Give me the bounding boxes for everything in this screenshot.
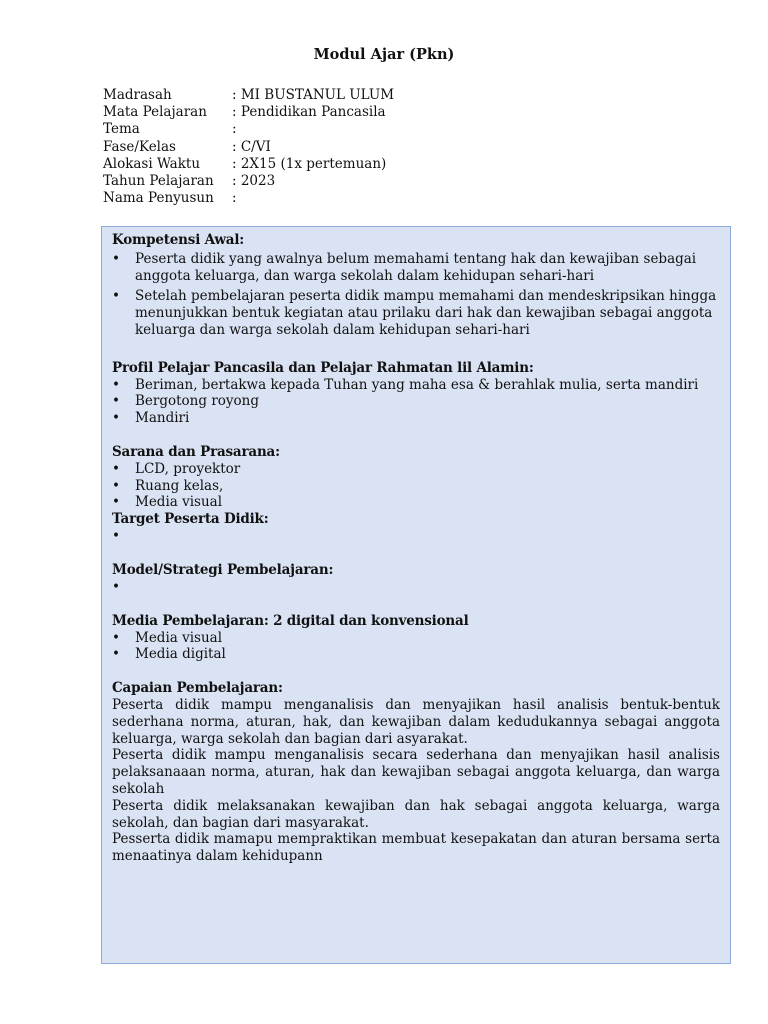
meta-label: Mata Pelajaran	[103, 104, 207, 121]
section-heading-kompetensi: Kompetensi Awal:	[112, 232, 245, 248]
capaian-paragraph: Pesserta didik mamapu mempraktikan membuat kesepakatan dan aturan bersama serta menaatinya dalam kehidupann	[112, 831, 720, 865]
list-item: • Mandiri	[112, 410, 720, 427]
list-item: • Media visual	[112, 630, 720, 647]
meta-label: Fase/Kelas	[103, 138, 176, 155]
list-item: • LCD, proyektor	[112, 461, 720, 478]
section-heading-capaian: Capaian Pembelajaran:	[112, 680, 283, 697]
meta-label: Tema	[103, 121, 140, 138]
list-item: • Bergotong royong	[112, 393, 720, 410]
meta-value: : Pendidikan Pancasila	[232, 104, 386, 121]
meta-value: :	[232, 121, 237, 138]
list-item: • Media digital	[112, 646, 720, 663]
list-item-empty	[112, 579, 720, 596]
kompetensi-list	[112, 251, 720, 339]
list-item: • Ruang kelas,	[112, 478, 720, 495]
list-item: • Media visual	[112, 494, 720, 511]
meta-row-alokasi-waktu	[103, 156, 394, 173]
content-box	[101, 226, 731, 964]
sarana-list	[112, 461, 720, 511]
list-item-empty	[112, 528, 720, 545]
capaian-paragraph: Peserta didik mampu menganalisis dan menyajikan hasil analisis bentuk-bentuk sederhana norma, aturan, hak, dan kewajiban dalam kedudukannya sebagai anggota keluarga, warga sekolah dan bagian dari asyarakat.	[112, 696, 720, 747]
meta-value: : 2X15 (1x pertemuan)	[232, 155, 387, 172]
section-heading-sarana: Sarana dan Prasarana:	[112, 443, 280, 460]
list-item: • Peserta didik yang awalnya belum memahami tentang hak dan kewajiban sebagai anggota keluarga, dan warga sekolah dalam kehidupan sehari-hari	[112, 251, 720, 285]
document-title: Modul Ajar (Pkn)	[313, 46, 455, 63]
profil-list	[112, 377, 720, 427]
section-heading-model: Model/Strategi Pembelajaran:	[112, 561, 334, 578]
section-heading-media: Media Pembelajaran: 2 digital dan konvensional	[112, 612, 469, 629]
meta-label: Madrasah	[103, 87, 172, 103]
section-heading-target: Target Peserta Didik:	[112, 511, 269, 528]
meta-label: Alokasi Waktu	[103, 155, 201, 172]
metadata-block	[103, 87, 394, 207]
capaian-paragraph: Peserta didik melaksanakan kewajiban dan hak sebagai anggota keluarga, warga sekolah, dan bagian dari masyarakat.	[112, 797, 720, 831]
meta-row-madrasah	[103, 87, 394, 104]
meta-row-tahun-pelajaran	[103, 173, 394, 190]
capaian-paragraph: Peserta didik mampu menganalisis secara sederhana dan menyajikan hasil analisis pelaksanaaan norma, aturan, hak dan kewajiban sebagai anggota keluarga, dan warga sekolah	[112, 747, 720, 797]
list-item: • Beriman, bertakwa kepada Tuhan yang maha esa & berahlak mulia, serta mandiri	[112, 377, 720, 394]
model-list	[112, 579, 720, 596]
meta-row-fase-kelas	[103, 139, 394, 156]
meta-value: :	[232, 190, 237, 207]
target-list	[112, 528, 720, 545]
meta-label: Nama Penyusun	[103, 190, 214, 207]
meta-row-mata-pelajaran	[103, 104, 394, 121]
meta-value: : MI BUSTANUL ULUM	[232, 87, 395, 103]
meta-row-nama-penyusun	[103, 190, 394, 207]
list-item: • Setelah pembelajaran peserta didik mampu memahami dan mendeskripsikan hingga menunjukkan bentuk kegiatan atau prilaku dari hak dan kewajiban sebagai anggota keluarga dan warga sekolah dalam kehidupan sehari-hari	[112, 288, 720, 338]
section-heading-profil: Profil Pelajar Pancasila dan Pelajar Rahmatan lil Alamin:	[112, 359, 534, 376]
meta-row-tema	[103, 121, 394, 138]
meta-label: Tahun Pelajaran	[103, 173, 214, 190]
meta-value: : C/VI	[232, 138, 271, 155]
media-list	[112, 630, 720, 664]
meta-value: : 2023	[232, 173, 276, 190]
